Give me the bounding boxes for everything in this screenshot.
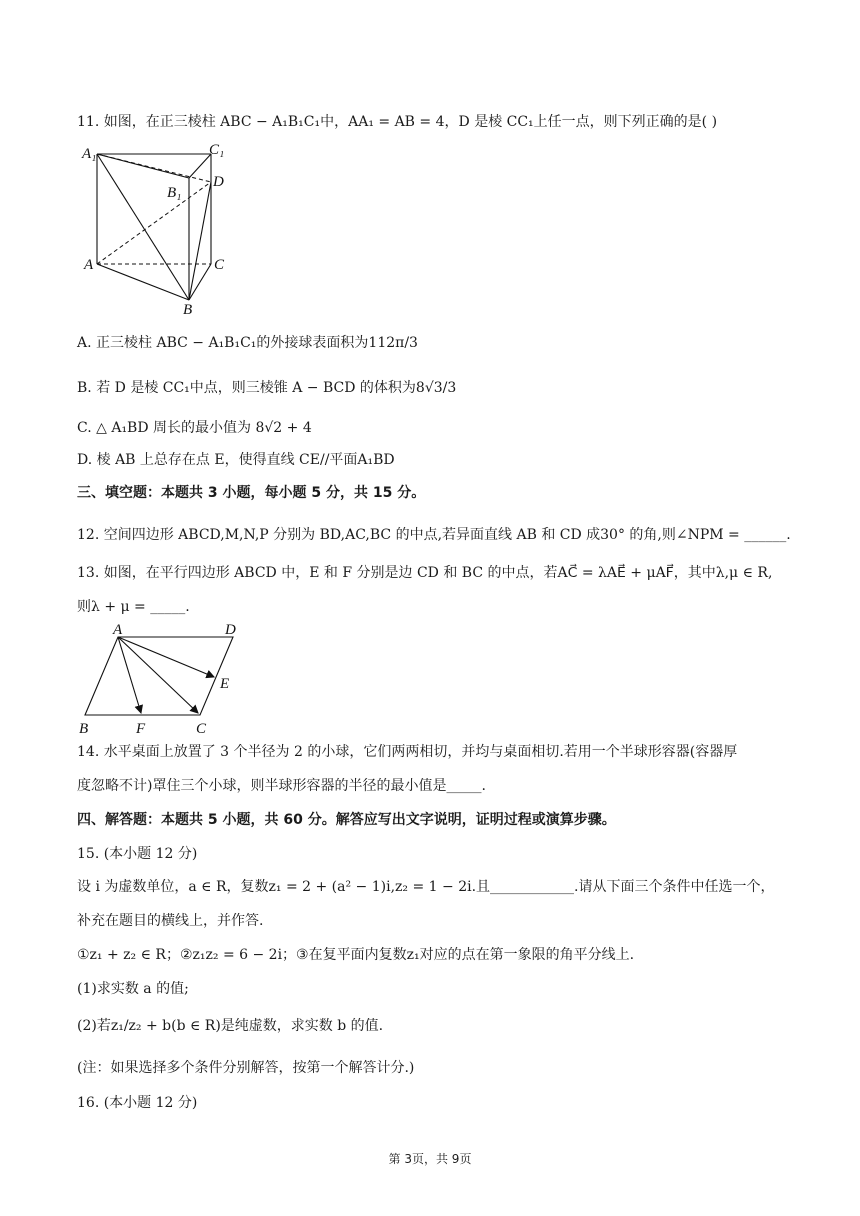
label-C: C [196,721,207,737]
section-4-heading: 四、解答题：本题共 5 小题，共 60 分。解答应写出文字说明，证明过程或演算步骤。 [77,812,616,828]
label-B: B [79,721,89,737]
label-D: D [213,174,224,190]
q13-line1: 13. 如图，在平行四边形 ABCD 中，E 和 F 分别是边 CD 和 BC 的中点，若AC⃗ = λAE⃗ + μAF⃗，其中λ,μ ∈ R, [77,565,773,581]
label-B: B [183,302,193,315]
q16-title: 16. (本小题 12 分) [77,1095,198,1111]
label-A1: A₁ [82,146,97,162]
label-C1: C₁ [209,142,225,158]
q15-line2: 补充在题目的横线上，并作答. [77,913,264,929]
q11-option-b: B. 若 D 是棱 CC₁中点，则三棱锥 A − BCD 的体积为8√3/3 [77,380,457,396]
parallelogram-figure [75,620,245,738]
q14-line1: 14. 水平桌面上放置了 3 个半径为 2 的小球，它们两两相切，并均与桌面相切.若用一个半球形容器(容器厚 [77,744,738,760]
q14-line2: 度忽略不计)罩住三个小球，则半球形容器的半径的最小值是_____. [77,778,486,794]
q11-option-c: C. △ A₁BD 周长的最小值为 8√2 + 4 [77,420,312,436]
q11-stem: 11. 如图，在正三棱柱 ABC − A₁B₁C₁中，AA₁ = AB = 4，D 是棱 CC₁上任一点，则下列正确的是( ) [77,114,718,130]
label-B1: B₁ [167,185,182,201]
q11-option-d: D. 棱 AB 上总存在点 E，使得直线 CE//平面A₁BD [77,452,395,468]
section-3-heading: 三、填空题：本题共 3 小题，每小题 5 分，共 15 分。 [77,485,426,501]
q15-note: (注：如果选择多个条件分别解答，按第一个解答计分.) [77,1060,415,1076]
q15-conditions: ①z₁ + z₂ ∈ R；②z₁z₂ = 6 − 2i；③在复平面内复数z₁对应的点在第一象限的角平分线上. [77,947,635,963]
label-D: D [225,622,236,638]
label-E: E [220,676,230,692]
page-footer: 第 3页，共 9页 [388,1152,472,1166]
q15-title: 15. (本小题 12 分) [77,846,198,862]
label-F: F [136,721,146,737]
label-C: C [214,257,225,273]
q15-part2: (2)若z₁/z₂ + b(b ∈ R)是纯虚数，求实数 b 的值. [77,1018,384,1034]
q15-line1: 设 i 为虚数单位，a ∈ R，复数z₁ = 2 + (a² − 1)i,z₂ = 1 − 2i.且____________.请从下面三个条件中任选一个， [77,879,775,895]
label-A: A [113,622,123,638]
label-A: A [84,257,94,273]
q12: 12. 空间四边形 ABCD,M,N,P 分别为 BD,AC,BC 的中点,若异面直线 AB 和 CD 成30° 的角,则∠NPM = ______. [77,527,791,543]
q11-option-a: A. 正三棱柱 ABC − A₁B₁C₁的外接球表面积为112π/3 [77,335,418,351]
prism-figure [80,140,240,315]
q15-part1: (1)求实数 a 的值; [77,981,189,997]
q13-line2: 则λ + μ = _____. [77,599,190,615]
